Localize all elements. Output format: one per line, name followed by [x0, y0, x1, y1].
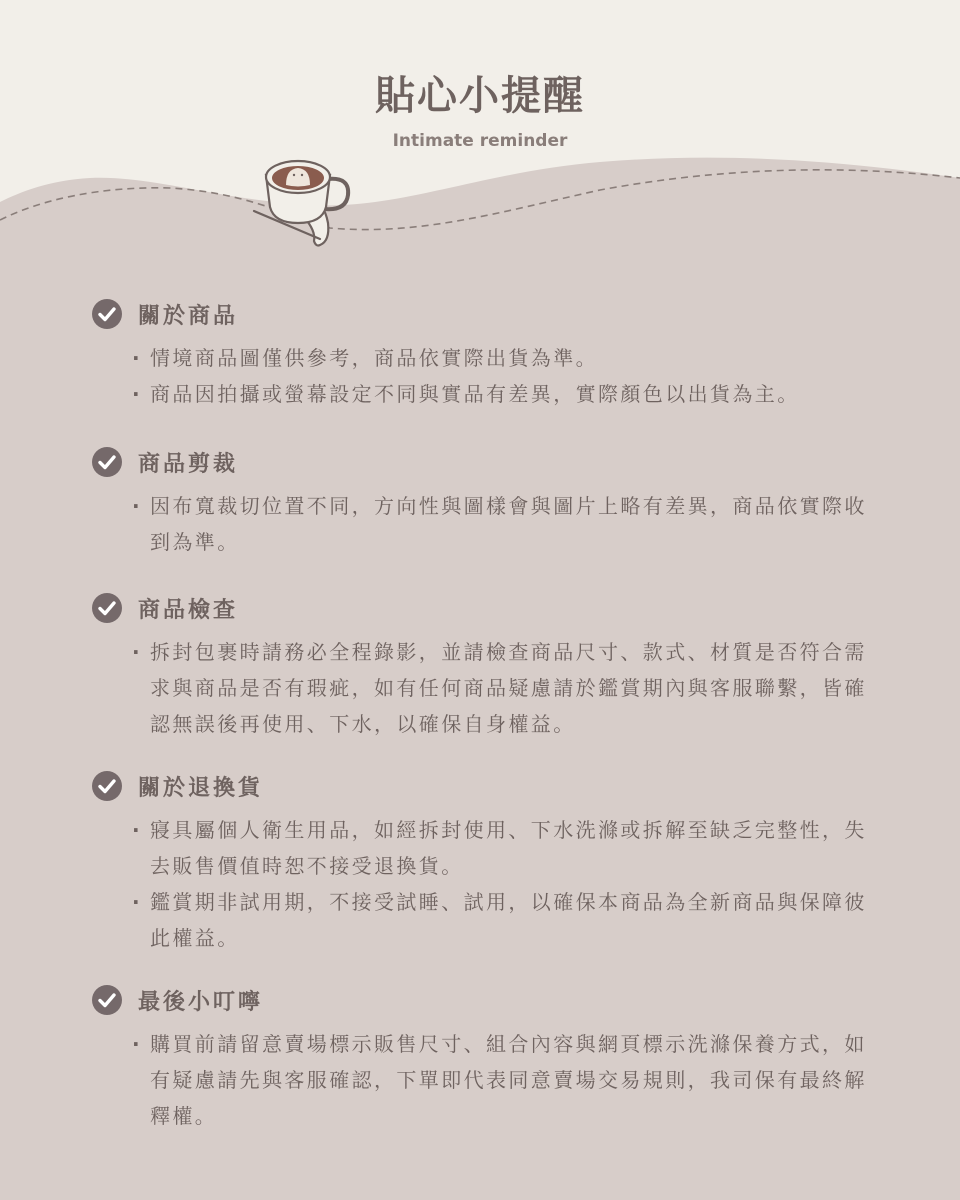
- section-cutting: [92, 446, 882, 560]
- list-item: · 寢具屬個人衛生用品，如經拆封使用、下水洗滌或拆解至缺乏完整性，失去販售價值時恕不接受退換貨。: [130, 812, 882, 884]
- section-title: 最後小叮嚀: [138, 989, 264, 1015]
- list-item: · 情境商品圖僅供參考，商品依實際出貨為準。: [130, 340, 882, 376]
- section-returns: [92, 770, 882, 956]
- list-item: · 因布寬裁切位置不同，方向性與圖樣會與圖片上略有差異，商品依實際收到為準。: [130, 488, 882, 560]
- list-item: · 購買前請留意賣場標示販售尺寸、組合內容與網頁標示洗滌保養方式，如有疑慮請先與客服確認，下單即代表同意賣場交易規則，我司保有最終解釋權。: [130, 1026, 882, 1134]
- page-title: 貼心小提醒: [375, 73, 585, 119]
- check-circle-icon: [92, 771, 122, 801]
- section-title: 關於商品: [138, 303, 239, 329]
- section-final-reminder: [92, 984, 882, 1134]
- check-circle-icon: [92, 299, 122, 329]
- list-item: · 鑑賞期非試用期，不接受試睡、試用，以確保本商品為全新商品與保障彼此權益。: [130, 884, 882, 956]
- section-title: 商品剪裁: [138, 451, 239, 477]
- list-item: · 拆封包裹時請務必全程錄影，並請檢查商品尺寸、款式、材質是否符合需求與商品是否有瑕疵，如有任何商品疑慮請於鑑賞期內與客服聯繫，皆確認無誤後再使用、下水，以確保自身權益。: [130, 634, 882, 742]
- section-title: 商品檢查: [138, 597, 239, 623]
- check-circle-icon: [92, 593, 122, 623]
- section-title: 關於退換貨: [138, 775, 264, 801]
- section-about-product: [92, 298, 882, 412]
- check-circle-icon: [92, 447, 122, 477]
- coffee-cup-icon: [250, 155, 360, 250]
- section-inspection: [92, 592, 882, 742]
- check-circle-icon: [92, 985, 122, 1015]
- list-item: · 商品因拍攝或螢幕設定不同與實品有差異，實際顏色以出貨為主。: [130, 376, 882, 412]
- page-subtitle: Intimate reminder: [392, 131, 568, 151]
